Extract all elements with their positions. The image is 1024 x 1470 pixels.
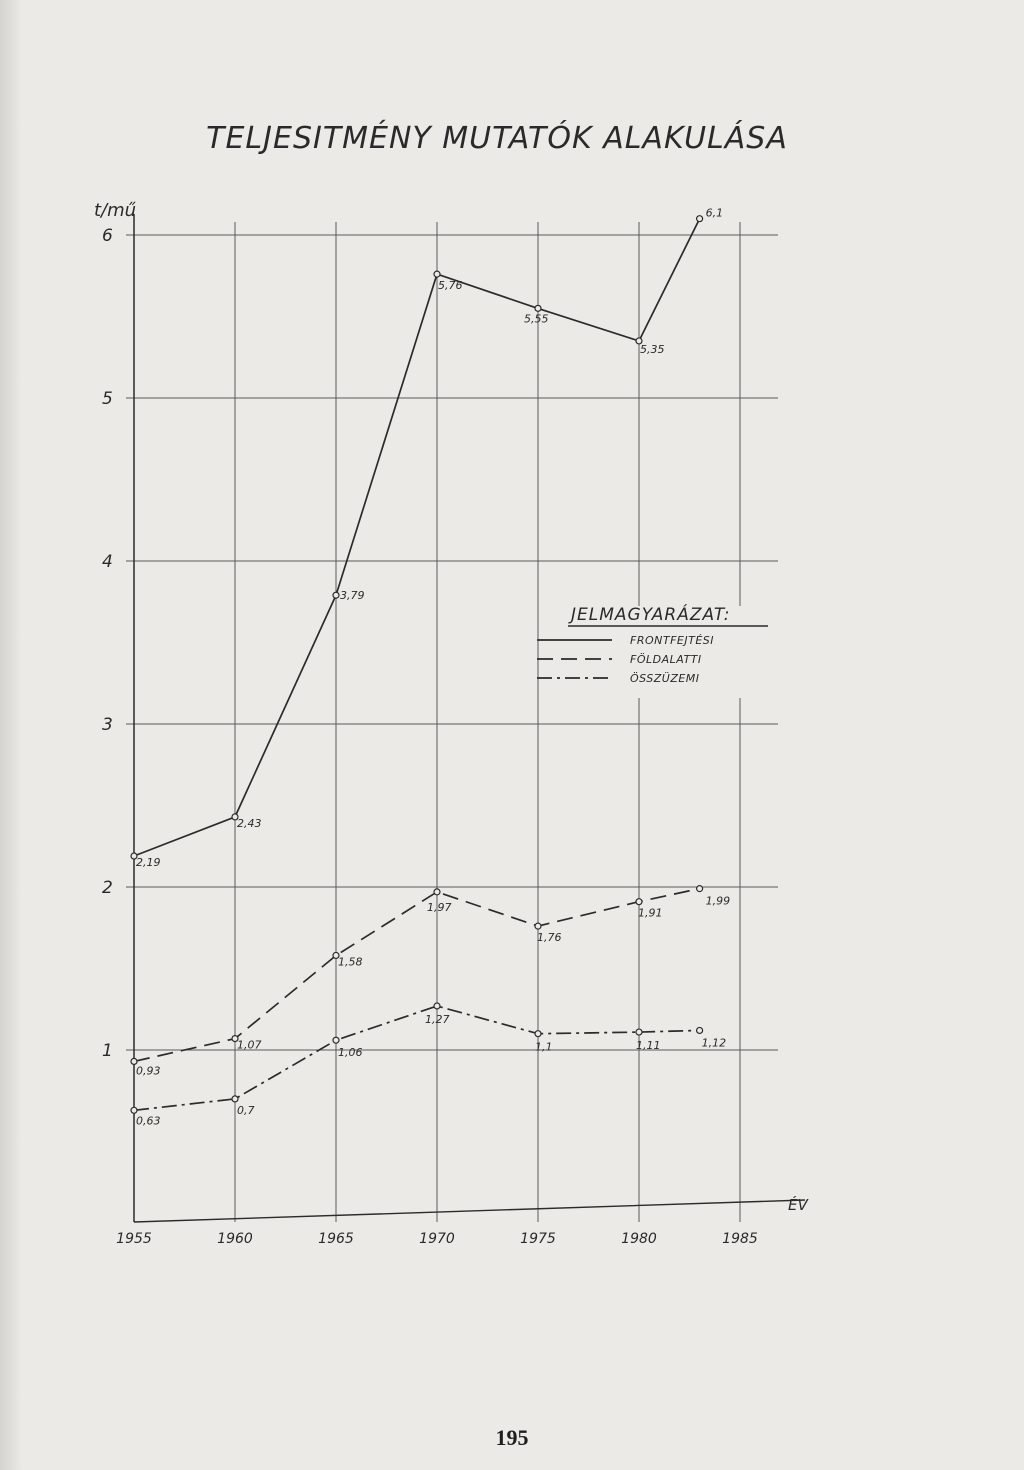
series-0-label-6: 6,1 [705, 206, 724, 220]
x-axis-label: ÉV [788, 1196, 808, 1214]
series-0-label-5: 5,35 [640, 342, 665, 356]
series-1-label-2: 1,58 [338, 955, 363, 969]
x-tick-1965: 1965 [318, 1231, 354, 1247]
x-tick-1955: 1955 [116, 1231, 152, 1247]
series-1-label-6: 1,99 [705, 894, 731, 908]
series-2-label-0: 0,63 [136, 1114, 161, 1128]
series-2-label-3: 1,27 [425, 1012, 450, 1026]
chart-title: TELJESITMÉNY MUTATÓK ALAKULÁSA [206, 121, 788, 156]
series-1-label-1: 1,07 [237, 1038, 262, 1052]
y-tick-1: 1 [102, 1041, 113, 1061]
legend-label-0: FRONTFEJTÉSI [630, 634, 714, 647]
x-tick-1975: 1975 [520, 1231, 556, 1247]
y-tick-3: 3 [102, 715, 113, 735]
series-0-label-0: 2,19 [136, 856, 161, 870]
legend-title: JELMAGYARÁZAT: [571, 605, 731, 625]
series-2-point-6 [697, 1027, 703, 1033]
series-0-label-4: 5,55 [524, 312, 549, 326]
series-2-label-6: 1,12 [701, 1036, 727, 1050]
y-tick-5: 5 [102, 389, 113, 409]
series-line-0 [134, 219, 700, 856]
x-tick-1960: 1960 [217, 1231, 253, 1247]
series-0-label-1: 2,43 [237, 816, 262, 830]
series-2-point-1 [232, 1096, 238, 1102]
series-0-label-2: 3,79 [340, 589, 365, 603]
series-1-label-5: 1,91 [638, 906, 663, 920]
series-1-label-0: 0,93 [136, 1064, 161, 1078]
series-2-point-5 [636, 1029, 642, 1035]
series-2-label-5: 1,11 [636, 1039, 661, 1053]
series-line-1 [134, 889, 700, 1062]
series-1-label-3: 1,97 [427, 900, 452, 914]
series-2-point-3 [434, 1003, 440, 1009]
series-0-label-3: 5,76 [438, 279, 463, 293]
series-2-label-2: 1,06 [338, 1046, 363, 1060]
series-0-point-3 [434, 271, 440, 277]
page-number: 195 [495, 1425, 529, 1450]
series-2-point-0 [131, 1107, 137, 1113]
legend [537, 603, 775, 698]
series-0-point-4 [535, 305, 541, 311]
series-1-point-6 [697, 886, 703, 892]
series-2-label-4: 1,1 [535, 1040, 553, 1054]
y-axis-label: t/mű [94, 200, 137, 221]
series-line-2 [134, 1006, 700, 1110]
gridlines [126, 222, 778, 1222]
series-1-point-5 [636, 899, 642, 905]
series-2-label-1: 0,7 [237, 1103, 255, 1117]
x-tick-labels [116, 1231, 758, 1247]
y-tick-labels [102, 226, 113, 1061]
x-tick-1980: 1980 [621, 1231, 657, 1247]
series-2-point-4 [535, 1031, 541, 1037]
x-tick-1985: 1985 [722, 1231, 758, 1247]
y-tick-6: 6 [102, 226, 113, 246]
series-1-label-4: 1,76 [537, 931, 562, 945]
series-1-point-3 [434, 889, 440, 895]
series-0-point-2 [333, 592, 339, 598]
series-1-point-4 [535, 923, 541, 929]
legend-label-1: FÖLDALATTI [630, 653, 702, 666]
series-0-point-6 [697, 216, 703, 222]
y-tick-2: 2 [102, 878, 113, 898]
legend-label-2: ÖSSZÜZEMI [630, 672, 700, 685]
x-tick-1970: 1970 [419, 1231, 455, 1247]
y-tick-4: 4 [102, 552, 113, 572]
series-2-point-2 [333, 1037, 339, 1043]
